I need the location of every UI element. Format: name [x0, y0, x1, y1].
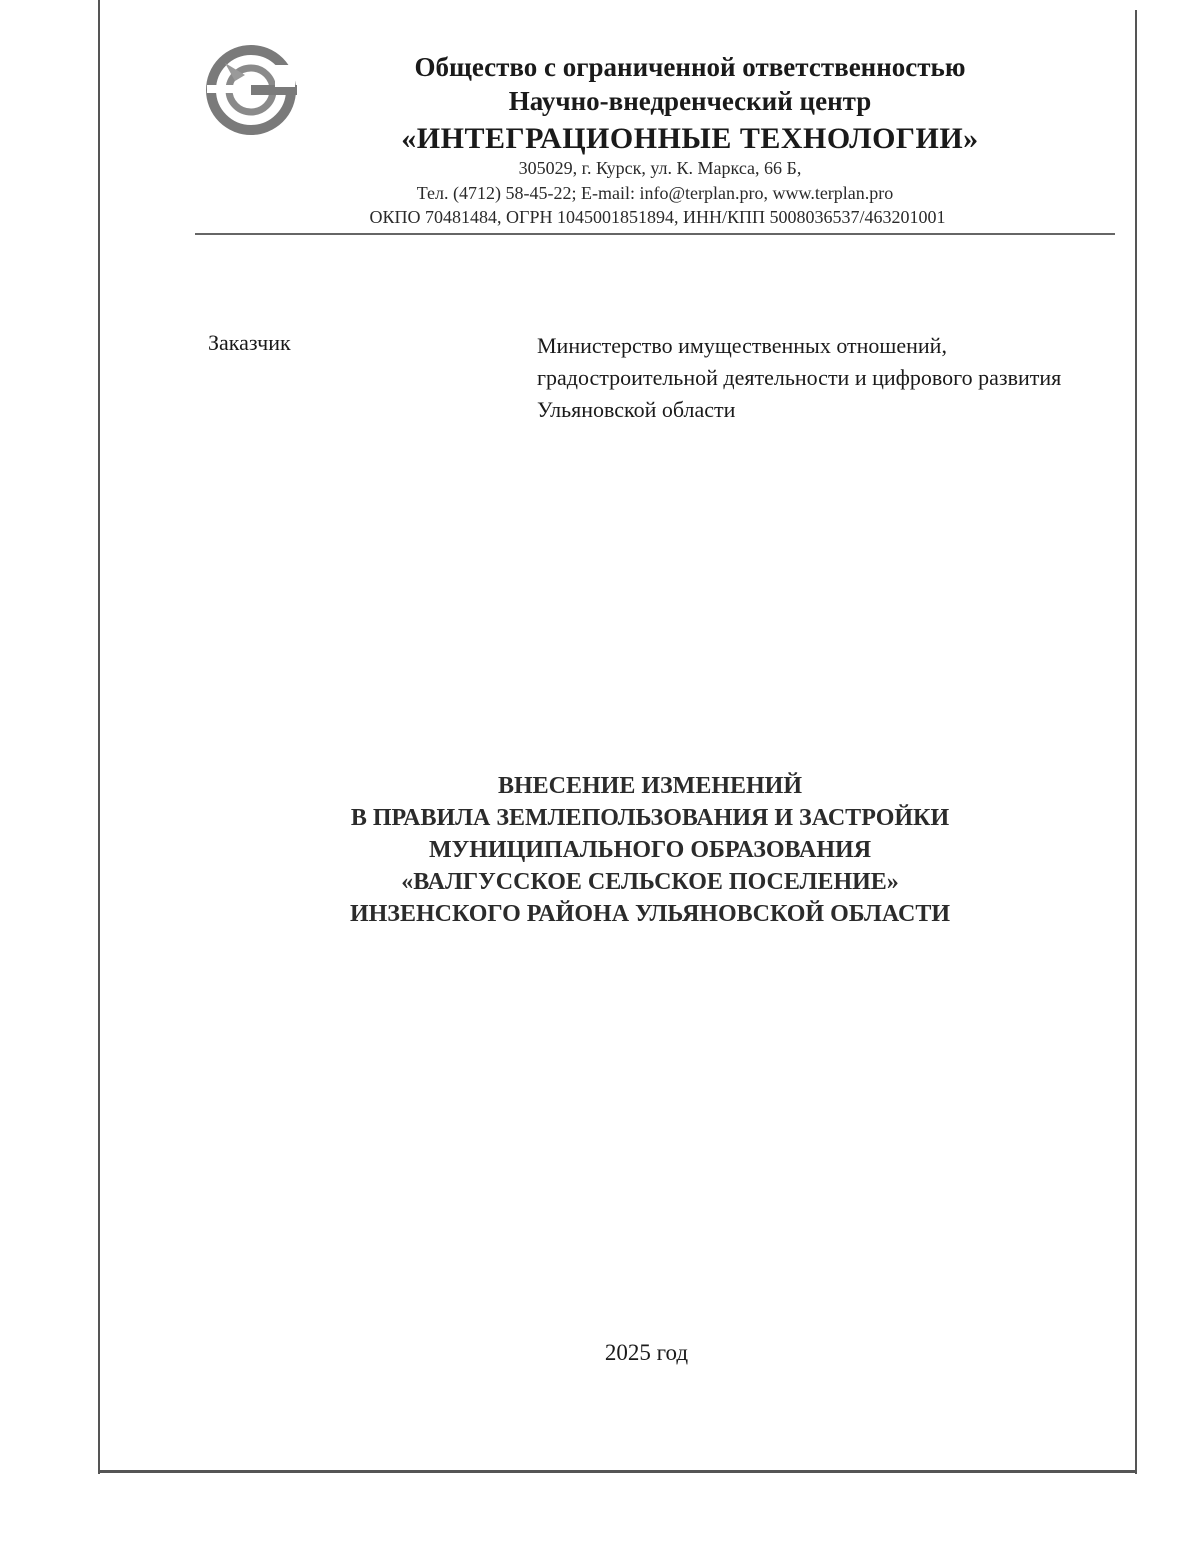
- frame-bottom-border: [98, 1470, 1137, 1473]
- customer-label: Заказчик: [208, 330, 291, 355]
- contact-registration-codes: ОКПО 70481484, ОГРН 1045001851894, ИНН/КПП 5008036537/463201001: [369, 207, 946, 227]
- title-line: «ВАЛГУССКОЕ СЕЛЬСКОЕ ПОСЕЛЕНИЕ»: [401, 869, 899, 895]
- contact-address: 305029, г. Курск, ул. К. Маркса, 66 Б,: [518, 158, 802, 178]
- title-line: ВНЕСЕНИЕ ИЗМЕНЕНИЙ: [497, 773, 803, 799]
- company-logo-icon: [205, 45, 301, 135]
- title-line: МУНИЦИПАЛЬНОГО ОБРАЗОВАНИЯ: [428, 837, 872, 863]
- title-line: В ПРАВИЛА ЗЕМЛЕПОЛЬЗОВАНИЯ И ЗАСТРОЙКИ: [350, 805, 950, 831]
- document-title: [250, 770, 1050, 930]
- contact-phone-email: Тел. (4712) 58-45-22; E-mail: info@terplan.pro, www.terplan.pro: [416, 183, 894, 203]
- title-line: ИНЗЕНСКОГО РАЙОНА УЛЬЯНОВСКОЙ ОБЛАСТИ: [349, 901, 951, 927]
- frame-right-border: [1135, 10, 1137, 1474]
- organization-name-line2: Научно-внедренческий центр: [508, 86, 872, 116]
- organization-name-line1: Общество с ограниченной ответственностью: [414, 52, 966, 82]
- header-divider: [195, 233, 1115, 235]
- customer-value: Министерство имущественных отношений, градостроительной деятельности и цифрового развития Ульяновской области: [537, 333, 1062, 422]
- document-year: 2025 год: [604, 1340, 689, 1365]
- organization-name-line3: «ИНТЕГРАЦИОННЫЕ ТЕХНОЛОГИИ»: [401, 122, 979, 155]
